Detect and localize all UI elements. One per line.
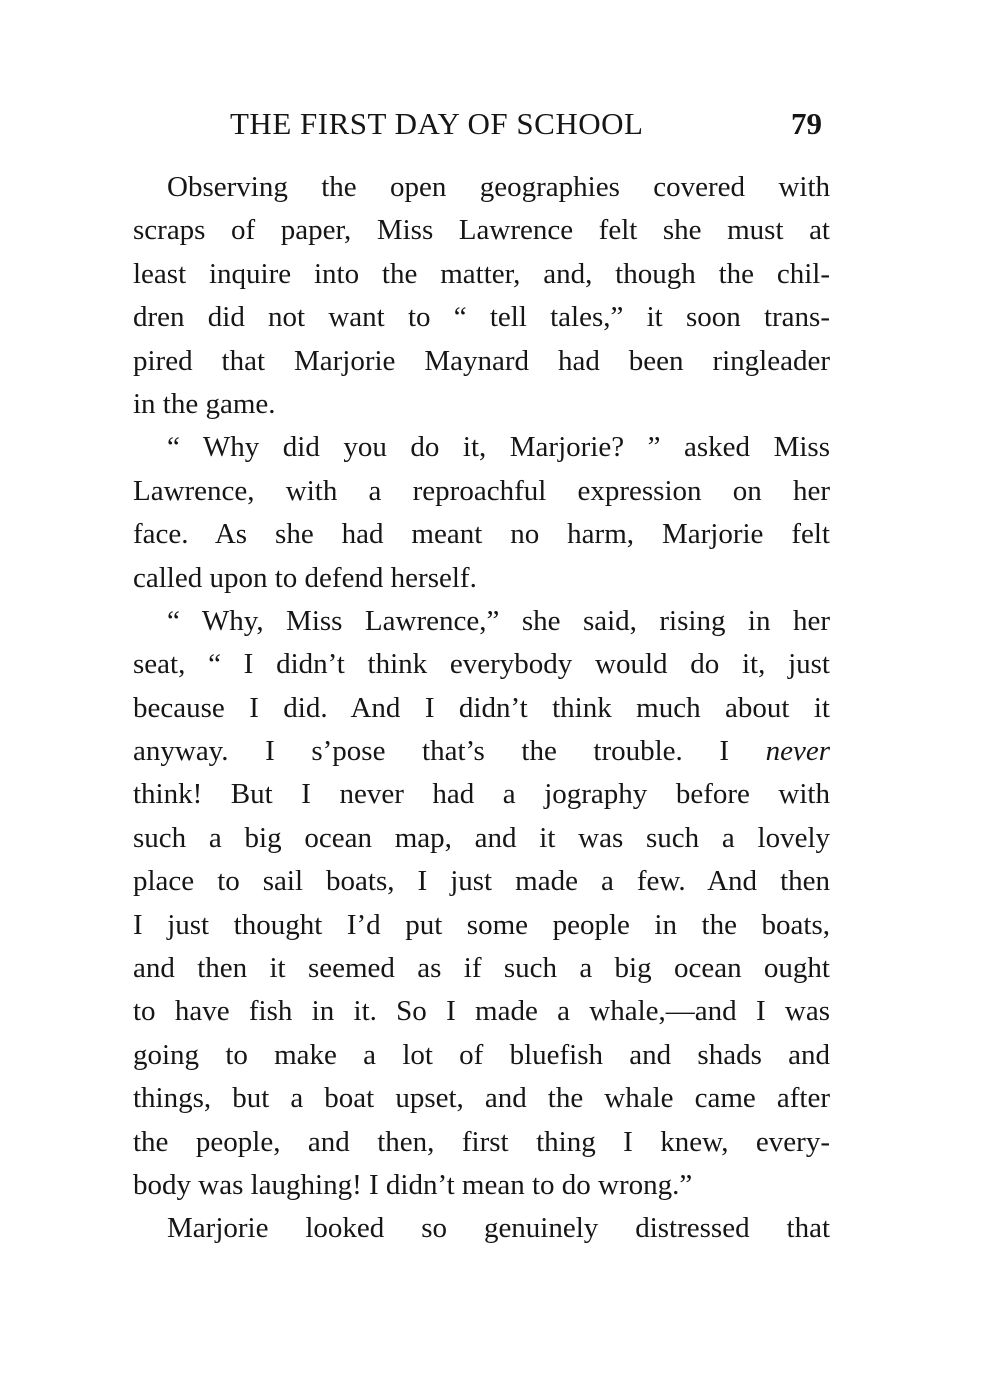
running-head [132, 106, 832, 150]
text-line: going to make a lot of bluefish and shads and [133, 1038, 830, 1071]
text-line: place to sail boats, I just made a few. And then [133, 865, 830, 898]
text-line: called upon to defend herself. [133, 561, 477, 594]
text-line: Marjorie looked so genuinely distressed that [167, 1212, 830, 1245]
text-line: face. As she had meant no harm, Marjorie felt [133, 518, 830, 551]
text-line: seat, “ I didn’t think everybody would do it, just [133, 648, 830, 681]
page-number: 79 [791, 106, 822, 141]
text-line: “ Why, Miss Lawrence,” she said, rising in her [167, 604, 830, 637]
text-line: think! But I never had a jography before with [133, 778, 830, 811]
text-line: Lawrence, with a reproachful expression on her [133, 474, 830, 507]
text-line: body was laughing! I didn’t mean to do wrong.” [133, 1168, 693, 1201]
text-line: to have fish in it. So I made a whale,—and I was [133, 995, 830, 1028]
text-line: I just thought I’d put some people in the boats, [133, 908, 830, 941]
text-line: such a big ocean map, and it was such a lovely [133, 821, 830, 854]
text-line: scraps of paper, Miss Lawrence felt she must at [133, 214, 830, 247]
running-title: THE FIRST DAY OF SCHOOL [230, 106, 644, 141]
text-line: dren did not want to “ tell tales,” it soon trans- [133, 301, 830, 334]
text-line: in the game. [133, 387, 276, 420]
body-text [133, 166, 830, 1251]
italic-word: never [765, 735, 830, 768]
text-line: “ Why did you do it, Marjorie? ” asked Miss [167, 431, 830, 464]
text-line: pired that Marjorie Maynard had been ringleader [133, 344, 830, 377]
text-line: things, but a boat upset, and the whale came after [133, 1082, 830, 1115]
text-line-with-italic [133, 730, 830, 773]
text-line-part: anyway. I s’pose that’s the trouble. I [133, 735, 766, 768]
text-line: the people, and then, first thing I knew, every- [133, 1125, 830, 1158]
text-line: Observing the open geographies covered with [167, 171, 830, 203]
text-line: and then it seemed as if such a big ocean ought [133, 952, 830, 985]
text-line: because I did. And I didn’t think much about it [133, 691, 830, 724]
text-line: least inquire into the matter, and, though the chil- [133, 257, 830, 290]
